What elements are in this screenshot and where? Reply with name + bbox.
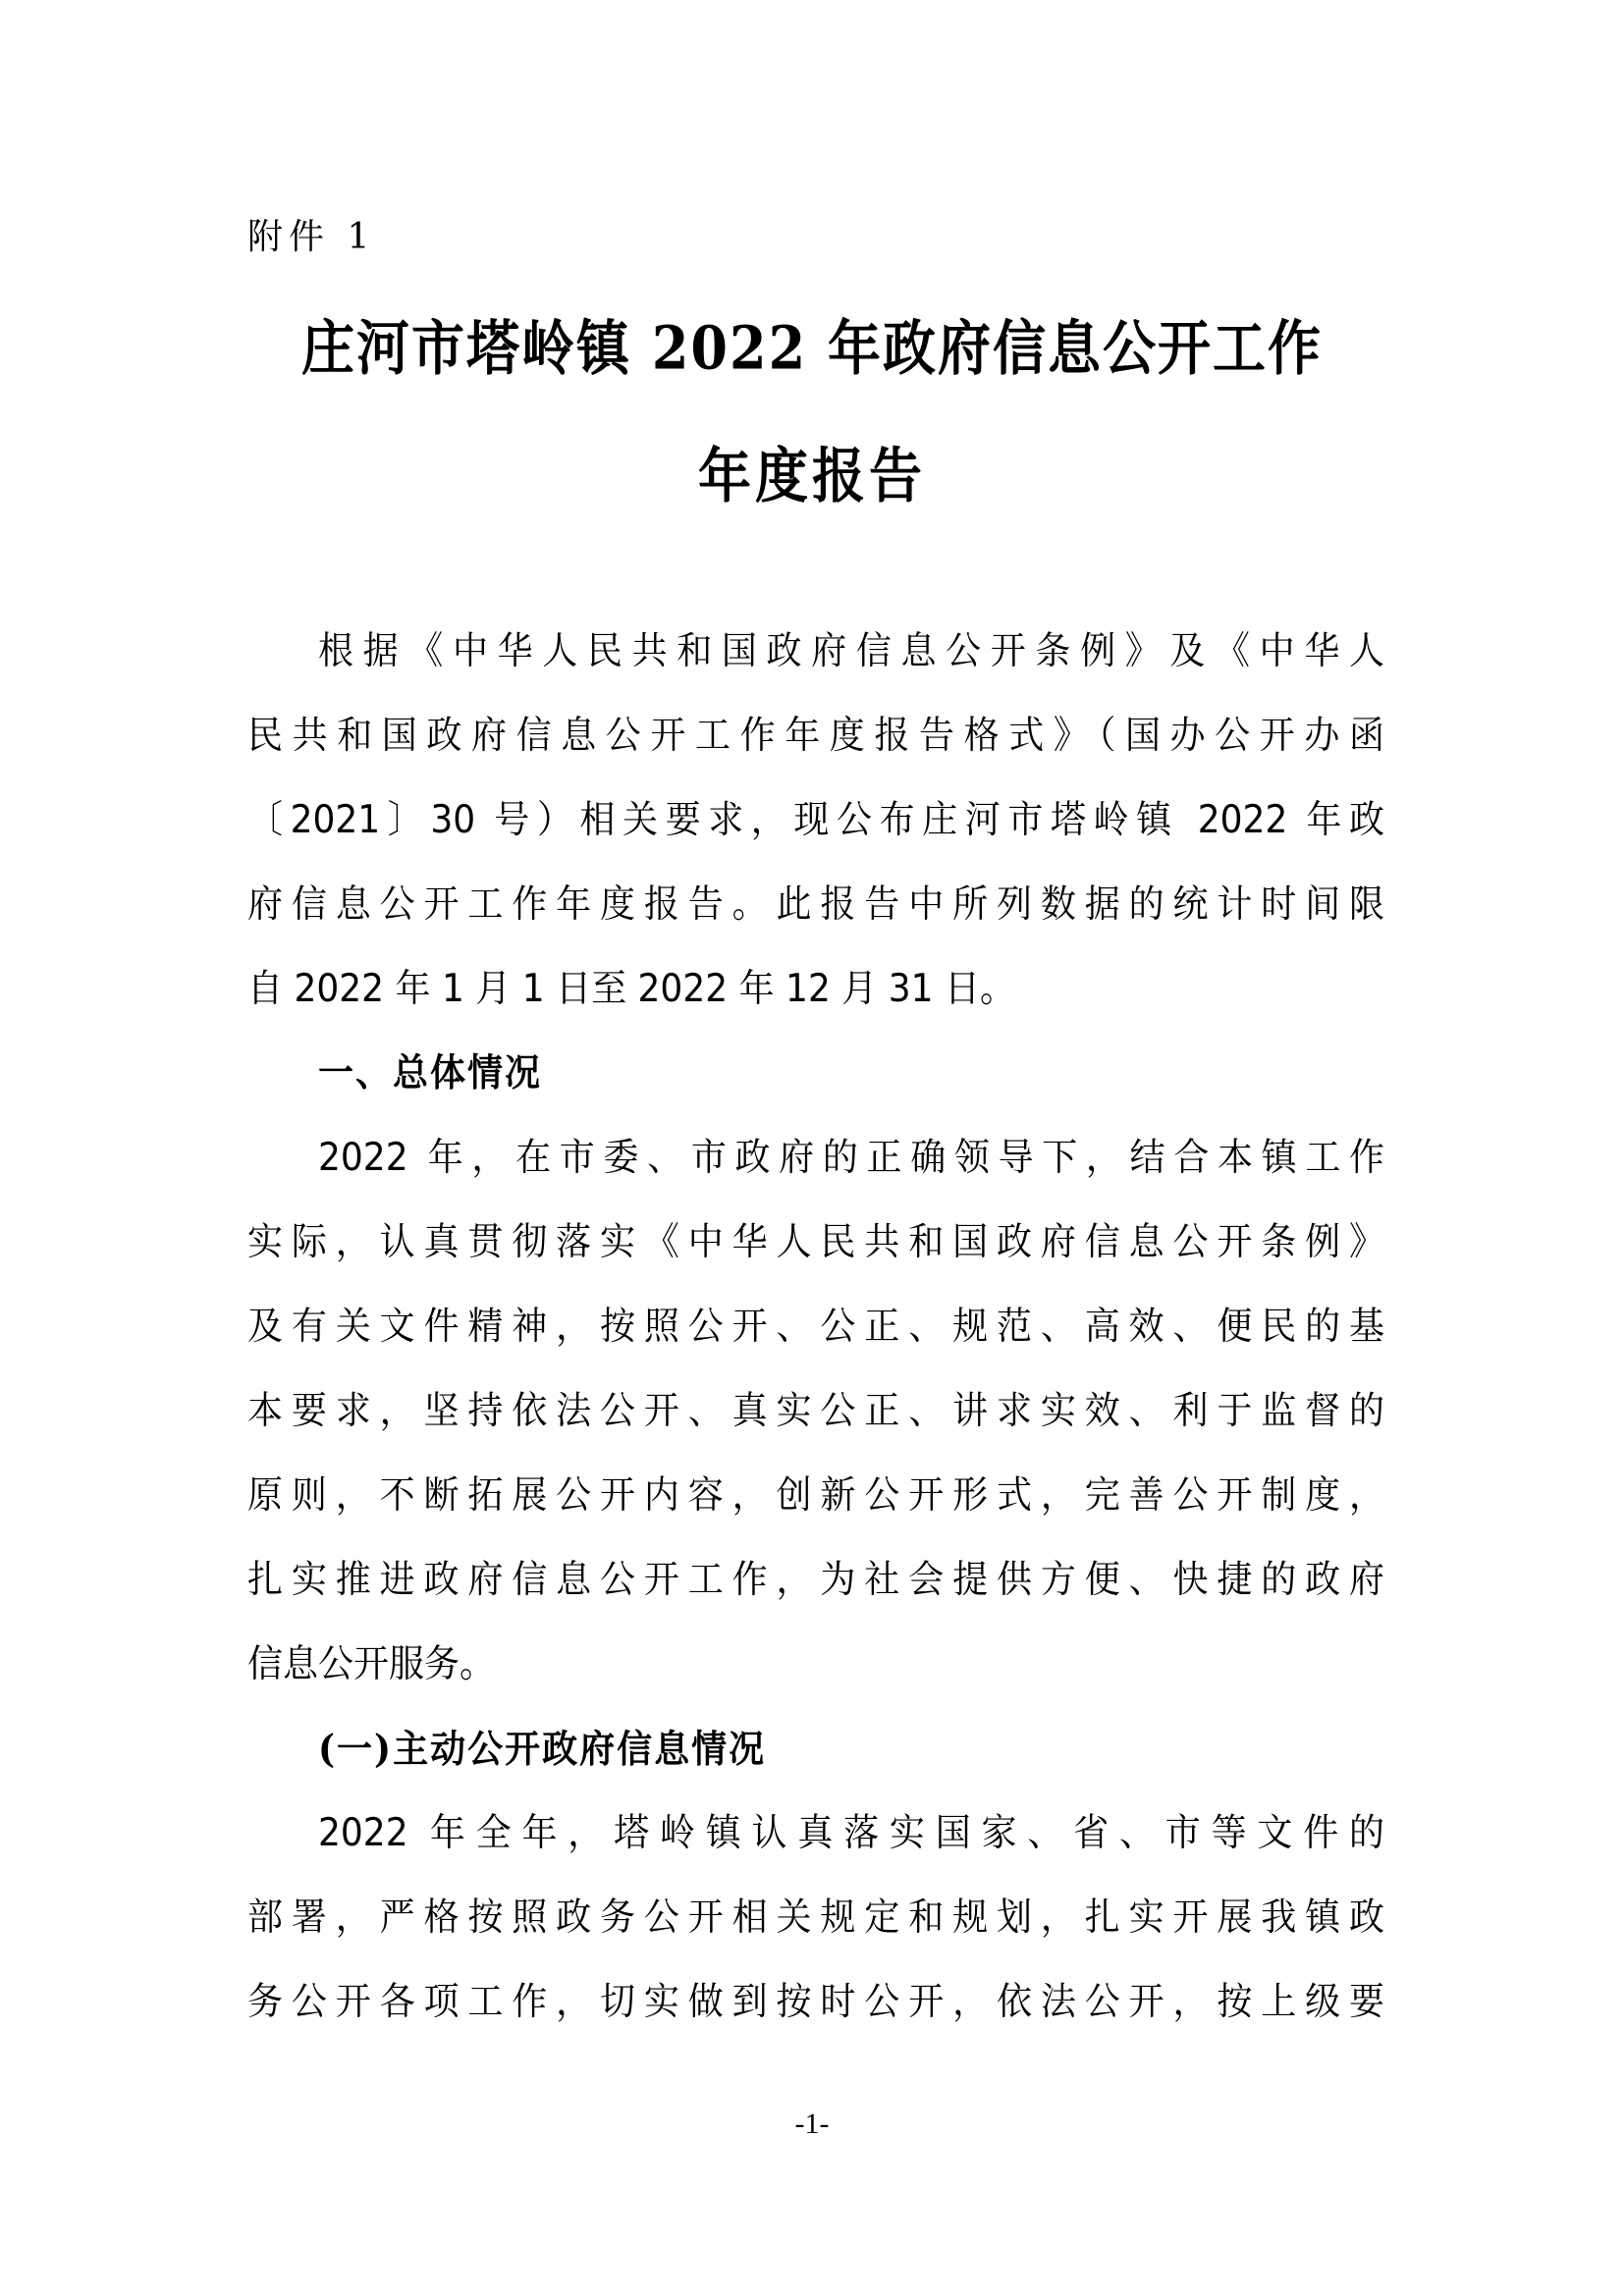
page-number: -1- (794, 2108, 830, 2140)
document-title-line-2: 年度报告 (698, 440, 926, 510)
section-paragraph-line: 信息公开服务。 (247, 1642, 496, 1686)
attachment-label: 附件 1 (247, 217, 376, 257)
subsection-paragraph-line: 务公开各项工作，切实做到按时公开，依法公开，按上级要 (247, 1980, 1384, 2024)
intro-paragraph-line: 根据《中华人民共和国政府信息公开条例》及《中华人 (318, 629, 1384, 673)
section-paragraph-line: 原则，不断拓展公开内容，创新公开形式，完善公开制度， (247, 1473, 1384, 1518)
document-title-line-1: 庄河市塔岭镇 2022 年政府信息公开工作 (301, 312, 1323, 383)
section-heading: 一、总体情况 (318, 1051, 543, 1095)
section-paragraph-line: 及有关文件精神，按照公开、公正、规范、高效、便民的基 (247, 1305, 1384, 1349)
subsection-paragraph-line: 2022 年全年，塔岭镇认真落实国家、省、市等文件的 (318, 1811, 1384, 1855)
intro-paragraph-line: 自 2022 年 1 月 1 日至 2022 年 12 月 31 日。 (247, 967, 1015, 1011)
intro-paragraph-line: 府信息公开工作年度报告。此报告中所列数据的统计时间限 (247, 882, 1384, 927)
section-paragraph-line: 本要求，坚持依法公开、真实公正、讲求实效、利于监督的 (247, 1389, 1384, 1433)
subsection-heading: (一)主动公开政府信息情况 (318, 1727, 767, 1772)
intro-paragraph-line: 民共和国政府信息公开工作年度报告格式》（国办公开办函 (247, 714, 1384, 758)
section-paragraph-line: 扎实推进政府信息公开工作，为社会提供方便、快捷的政府 (247, 1558, 1384, 1602)
intro-paragraph-line: 〔2021〕30 号）相关要求，现公布庄河市塔岭镇 2022 年政 (247, 798, 1384, 842)
section-paragraph-line: 实际，认真贯彻落实《中华人民共和国政府信息公开条例》 (247, 1220, 1384, 1264)
section-paragraph-line: 2022 年，在市委、市政府的正确领导下，结合本镇工作 (318, 1136, 1384, 1180)
subsection-paragraph-line: 部署，严格按照政务公开相关规定和规划，扎实开展我镇政 (247, 1896, 1384, 1940)
